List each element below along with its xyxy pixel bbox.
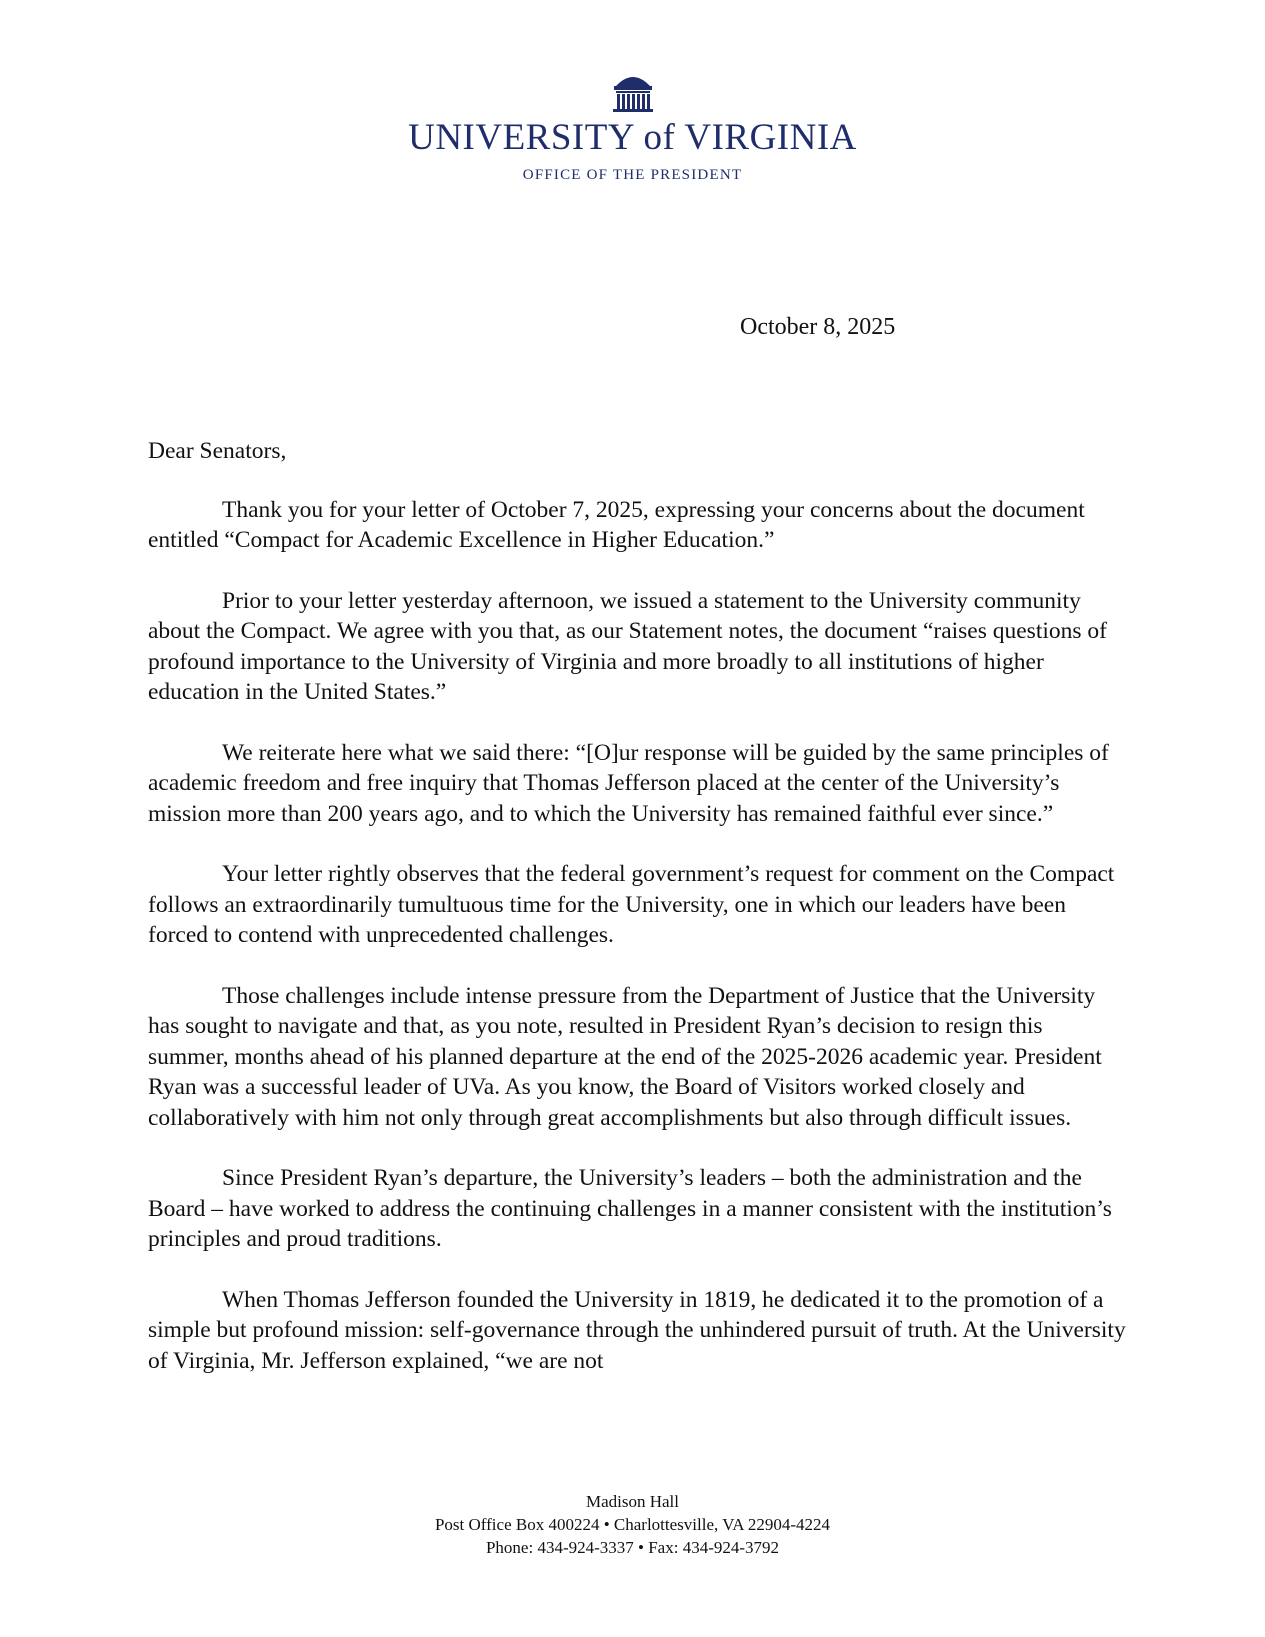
footer-phone-fax: Phone: 434-924-3337 • Fax: 434-924-3792: [485, 1538, 780, 1557]
paragraph: Thank you for your letter of October 7, 2025, expressing your concerns about the document entitled “Compact for Academic Excellence in Higher Education.”: [148, 496, 1085, 553]
letter-footer: [0, 1490, 1265, 1559]
paragraph: Those challenges include intense pressure from the Department of Justice that the University has sought to navigate and that, as you note, resulted in President Ryan’s decision to resign this summer, months ahead of his planned departure at the end of the 2025-2026 academic year. President Ryan was a successful leader of UVa. As you know, the Board of Visitors worked closely and collaboratively with him not only through great accomplishments but also through difficult issues.: [148, 982, 1102, 1131]
office-title: OFFICE OF THE PRESIDENT: [522, 167, 743, 183]
salutation: Dear Senators,: [148, 438, 287, 464]
letterhead: [0, 70, 1265, 184]
paragraph: We reiterate here what we said there: “[O]ur response will be guided by the same principles of academic freedom and free inquiry that Thomas Jefferson placed at the center of the University’s mission more than 200 years ago, and to which the University has remained faithful ever since.”: [148, 739, 1109, 827]
paragraph: Your letter rightly observes that the federal government’s request for comment on the Compact follows an extraordinarily tumultuous time for the University, one in which our leaders have been forced to contend with unprecedented challenges.: [148, 861, 1115, 948]
paragraph: Since President Ryan’s departure, the University’s leaders – both the administration and the Board – have worked to address the continuing challenges in a manner consistent with the institution’s principles and proud traditions.: [148, 1165, 1112, 1252]
university-wordmark: UNIVERSITY of VIRGINIA: [408, 117, 857, 158]
paragraph: When Thomas Jefferson founded the University in 1819, he dedicated it to the promotion of a simple but profound mission: self-governance through the unhindered pursuit of truth. At the University of Virginia, Mr. Jefferson explained, “we are not: [148, 1286, 1126, 1374]
rotunda-icon: [612, 70, 654, 114]
letter-body: [148, 436, 1128, 1406]
letter-date: October 8, 2025: [740, 314, 896, 340]
paragraph: Prior to your letter yesterday afternoon, we issued a statement to the University community about the Compact. We agree with you that, as our Statement notes, the document “raises questions of profound importance to the University of Virginia and more broadly to all institutions of higher education in the United States.”: [148, 587, 1107, 705]
footer-building: Madison Hall: [585, 1492, 680, 1511]
footer-address: Post Office Box 400224 • Charlottesville, VA 22904-4224: [434, 1515, 831, 1534]
